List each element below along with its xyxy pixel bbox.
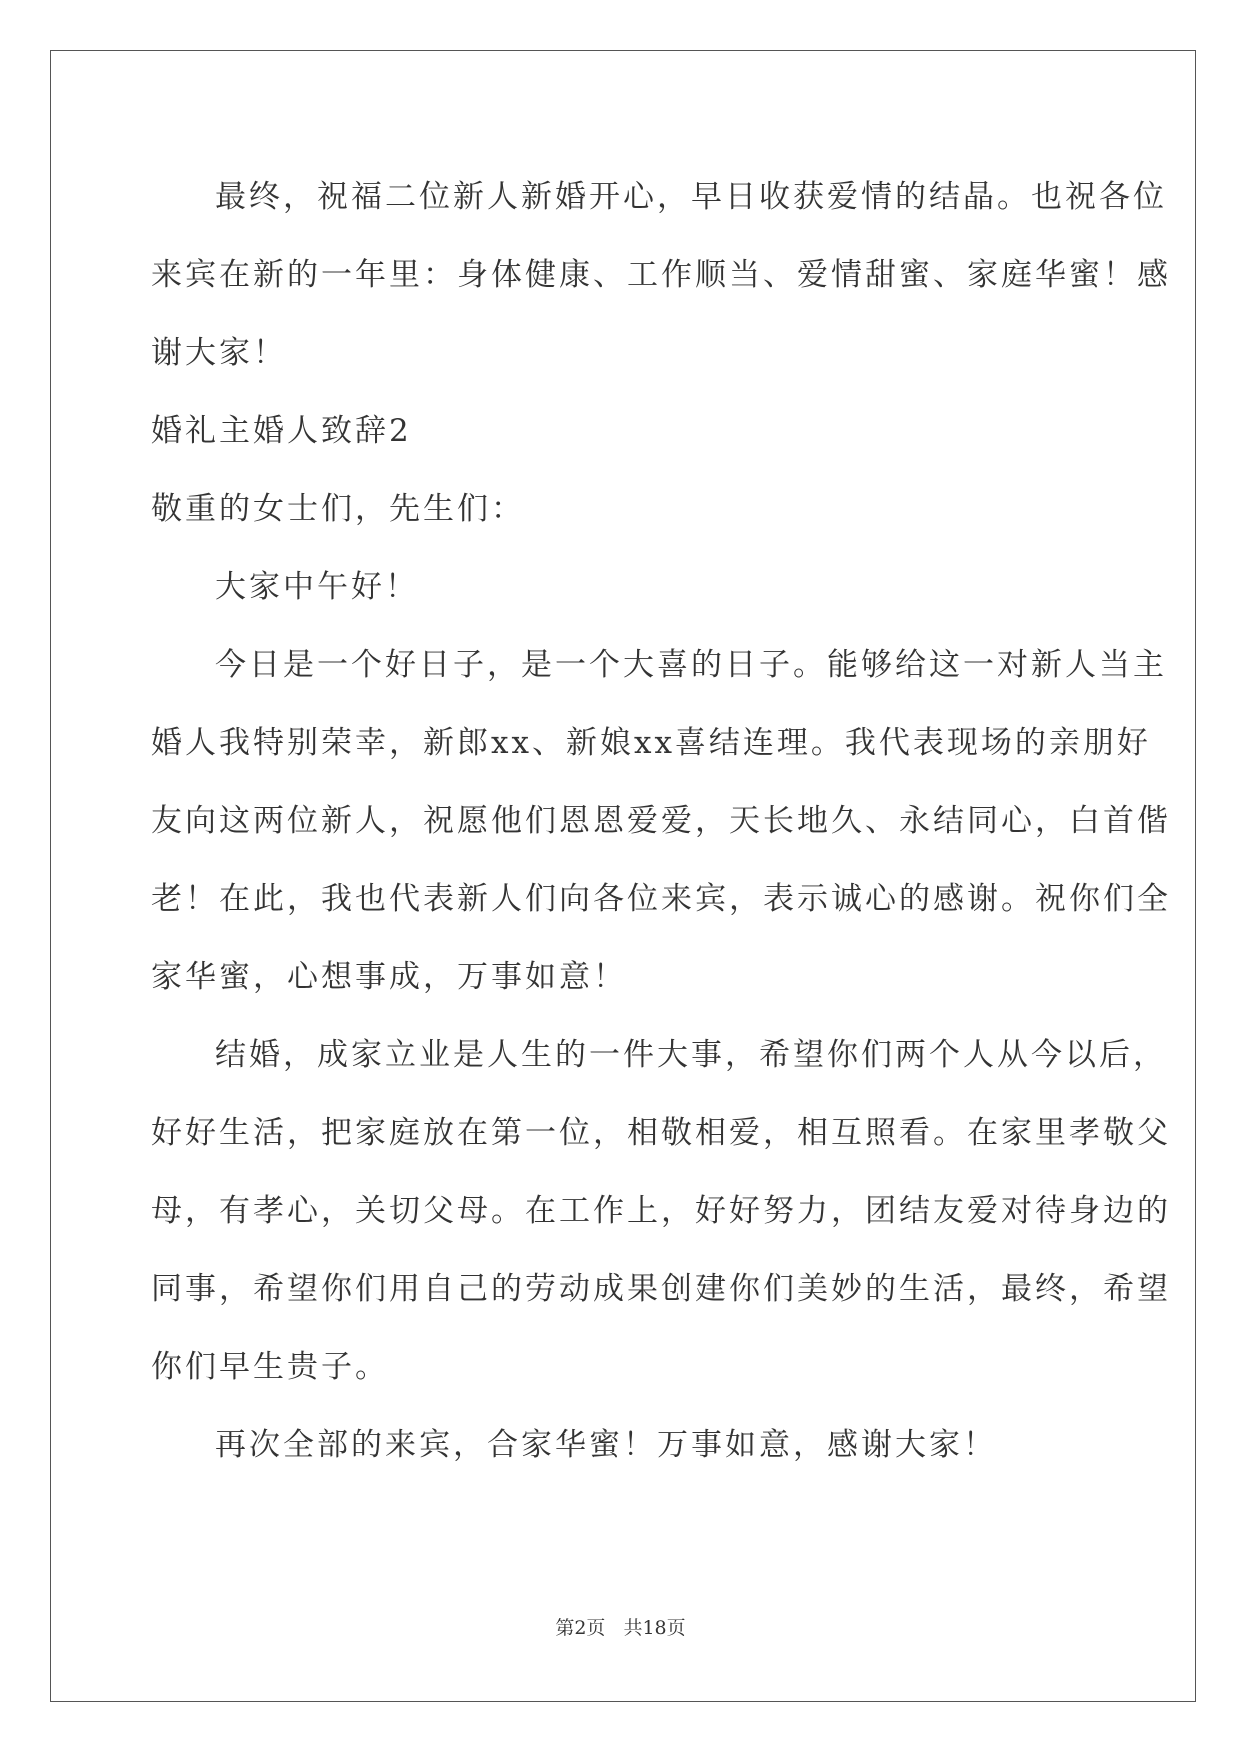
paragraph-line: 婚人我特别荣幸，新郎xx、新娘xx喜结连理。我代表现场的亲朋好 (151, 725, 1151, 761)
paragraph-line: 母，有孝心，关切父母。在工作上，好好努力，团结友爱对待身边的 (151, 1193, 1171, 1229)
paragraph-line: 谢大家！ (151, 335, 287, 371)
page-footer (0, 1613, 1241, 1640)
paragraph-line: 今日是一个好日子，是一个大喜的日子。能够给这一对新人当主 (215, 647, 1167, 683)
paragraph-line: 结婚，成家立业是人生的一件大事，希望你们两个人从今以后， (215, 1037, 1167, 1073)
paragraph-line: 再次全部的来宾，合家华蜜！万事如意，感谢大家！ (215, 1427, 997, 1463)
paragraph-line: 来宾在新的一年里：身体健康、工作顺当、爱情甜蜜、家庭华蜜！感 (151, 257, 1171, 293)
paragraph-line: 你们早生贵子。 (151, 1349, 389, 1385)
section-heading: 婚礼主婚人致辞2 (151, 413, 412, 449)
paragraph-line: 最终，祝福二位新人新婚开心，早日收获爱情的结晶。也祝各位 (215, 179, 1167, 215)
paragraph-line: 同事，希望你们用自己的劳动成果创建你们美妙的生活，最终，希望 (151, 1271, 1171, 1307)
page-total: 共18页 (623, 1617, 686, 1639)
page-number: 第2页 (555, 1617, 606, 1639)
salutation: 敬重的女士们，先生们： (151, 491, 525, 527)
paragraph-line: 家华蜜，心想事成，万事如意！ (151, 959, 627, 995)
paragraph-line: 老！在此，我也代表新人们向各位来宾，表示诚心的感谢。祝你们全 (151, 881, 1171, 917)
greeting: 大家中午好！ (215, 569, 419, 605)
paragraph-line: 好好生活，把家庭放在第一位，相敬相爱，相互照看。在家里孝敬父 (151, 1115, 1171, 1151)
paragraph-line: 友向这两位新人，祝愿他们恩恩爱爱，天长地久、永结同心，白首偕 (151, 803, 1171, 839)
document-body (151, 158, 1171, 1484)
